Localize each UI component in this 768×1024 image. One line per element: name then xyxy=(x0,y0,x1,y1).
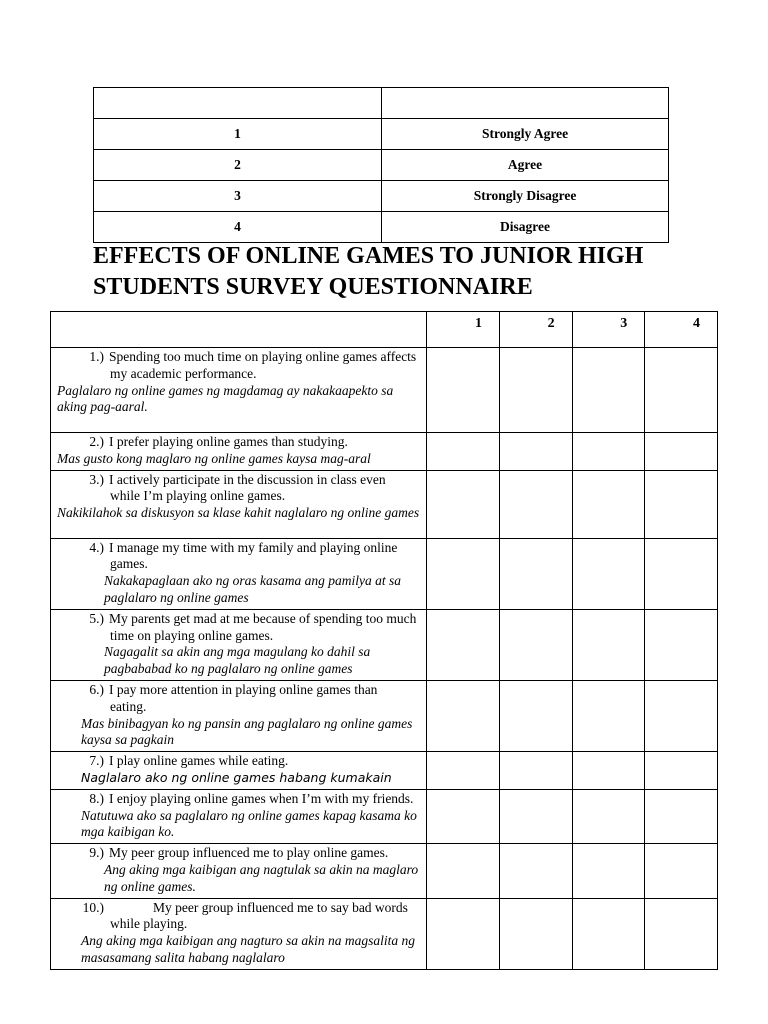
item-number: 10.) xyxy=(82,899,104,915)
question-english: I play online games while eating. xyxy=(109,753,289,769)
legend-number: 3 xyxy=(94,181,382,212)
rating-cell-1[interactable] xyxy=(427,348,500,433)
survey-row xyxy=(51,538,718,609)
rating-cell-4[interactable] xyxy=(645,898,718,969)
question-tagalog: Mas binibagyan ko ng pansin ang paglalaro ng online games kaysa sa pagkain xyxy=(81,715,413,748)
legend-label: Agree xyxy=(382,150,669,181)
rating-cell-1[interactable] xyxy=(427,898,500,969)
item-number: 4.) xyxy=(89,539,104,555)
rating-cell-1[interactable] xyxy=(427,470,500,538)
survey-question xyxy=(51,898,427,969)
question-tagalog: Ang aking mga kaibigan ang nagturo sa akin na magsalita ng masasamang salita habang naglalaro xyxy=(81,933,415,965)
question-english: I enjoy playing online games when I’m with my friends. xyxy=(109,790,414,806)
survey-question xyxy=(51,789,427,843)
legend-label: Disagree xyxy=(382,212,669,243)
survey-question xyxy=(51,752,427,790)
rating-cell-4[interactable] xyxy=(645,609,718,680)
survey-question xyxy=(51,348,427,433)
legend-number xyxy=(94,88,382,119)
survey-header-row xyxy=(51,312,718,348)
survey-question xyxy=(51,433,427,471)
scale-header-1: 1 xyxy=(427,312,500,348)
rating-cell-4[interactable] xyxy=(645,433,718,471)
question-tagalog: Paglalaro ng online games ng magdamag ay nakakaapekto sa aking pag-aaral. xyxy=(57,382,394,415)
rating-cell-4[interactable] xyxy=(645,789,718,843)
rating-cell-4[interactable] xyxy=(645,348,718,433)
question-english: I manage my time with my family and playing online xyxy=(109,539,398,555)
scale-header-3: 3 xyxy=(572,312,645,348)
item-number: 9.) xyxy=(89,845,104,861)
survey-question xyxy=(51,609,427,680)
item-number: 8.) xyxy=(89,790,104,806)
question-tagalog: Naglalaro ako ng online games habang kumakain xyxy=(81,769,392,785)
question-header xyxy=(51,312,427,348)
rating-cell-4[interactable] xyxy=(645,844,718,898)
rating-cell-3[interactable] xyxy=(572,433,645,471)
item-number: 1.) xyxy=(89,349,104,364)
rating-cell-2[interactable] xyxy=(499,538,572,609)
question-english-cont: time on playing online games. xyxy=(110,627,274,643)
rating-cell-4[interactable] xyxy=(645,680,718,751)
rating-cell-3[interactable] xyxy=(572,609,645,680)
item-number: 3.) xyxy=(89,471,104,487)
rating-cell-2[interactable] xyxy=(499,752,572,790)
item-number: 5.) xyxy=(89,610,104,626)
survey-question xyxy=(51,470,427,538)
survey-row xyxy=(51,844,718,898)
rating-cell-2[interactable] xyxy=(499,433,572,471)
rating-cell-3[interactable] xyxy=(572,538,645,609)
rating-cell-2[interactable] xyxy=(499,680,572,751)
rating-cell-1[interactable] xyxy=(427,844,500,898)
scale-header-4: 4 xyxy=(645,312,718,348)
question-tagalog: Mas gusto kong maglaro ng online games kaysa mag-aral xyxy=(57,450,371,466)
rating-cell-1[interactable] xyxy=(427,433,500,471)
legend-number: 4 xyxy=(94,212,382,243)
page-title: EFFECTS OF ONLINE GAMES TO JUNIOR HIGH STUDENTS SURVEY QUESTIONNAIRE xyxy=(93,243,644,300)
legend-row xyxy=(94,88,669,119)
rating-cell-4[interactable] xyxy=(645,752,718,790)
question-english: I prefer playing online games than studying. xyxy=(109,434,348,449)
question-tagalog: Nakikilahok sa diskusyon sa klase kahit naglalaro ng online games xyxy=(57,505,420,521)
legend-label: Strongly Agree xyxy=(382,119,669,150)
rating-cell-3[interactable] xyxy=(572,752,645,790)
survey-row xyxy=(51,470,718,538)
survey-question xyxy=(51,844,427,898)
survey-table xyxy=(50,311,718,970)
question-tagalog: Ang aking mga kaibigan ang nagtulak sa akin na maglaro ng online games. xyxy=(104,861,419,894)
survey-row xyxy=(51,348,718,433)
question-english: I pay more attention in playing online games than xyxy=(109,681,378,697)
rating-cell-4[interactable] xyxy=(645,470,718,538)
legend-number: 1 xyxy=(94,119,382,150)
rating-cell-2[interactable] xyxy=(499,470,572,538)
survey-row xyxy=(51,898,718,969)
rating-cell-2[interactable] xyxy=(499,898,572,969)
survey-row xyxy=(51,680,718,751)
survey-row xyxy=(51,609,718,680)
rating-cell-4[interactable] xyxy=(645,538,718,609)
item-number: 7.) xyxy=(89,753,104,769)
rating-cell-1[interactable] xyxy=(427,609,500,680)
rating-cell-1[interactable] xyxy=(427,538,500,609)
question-english-cont: while playing. xyxy=(110,916,188,932)
question-english-cont: while I’m playing online games. xyxy=(110,488,286,504)
question-english: I actively participate in the discussion in class even xyxy=(109,471,386,487)
legend-row xyxy=(94,212,669,243)
question-english-cont: games. xyxy=(110,556,148,572)
question-english: My peer group influenced me to play online games. xyxy=(109,845,389,861)
rating-cell-3[interactable] xyxy=(572,348,645,433)
question-english-cont: eating. xyxy=(110,698,147,714)
question-english-cont: my academic performance. xyxy=(110,365,257,381)
question-tagalog: Nakakapaglaan ako ng oras kasama ang pamilya at sa paglalaro ng online games xyxy=(104,573,401,605)
question-english: My parents get mad at me because of spending too much xyxy=(109,610,417,626)
item-number: 2.) xyxy=(89,434,104,449)
legend-label: Strongly Disagree xyxy=(382,181,669,212)
survey-question xyxy=(51,680,427,751)
rating-cell-2[interactable] xyxy=(499,789,572,843)
survey-row xyxy=(51,752,718,790)
survey-question xyxy=(51,538,427,609)
rating-cell-2[interactable] xyxy=(499,844,572,898)
legend-row xyxy=(94,181,669,212)
legend-label xyxy=(382,88,669,119)
legend-row xyxy=(94,119,669,150)
legend-row xyxy=(94,150,669,181)
legend-number: 2 xyxy=(94,150,382,181)
question-tagalog: Nagagalit sa akin ang mga magulang ko dahil sa pagbababad ko ng paglalaro ng online games xyxy=(104,644,371,677)
rating-cell-1[interactable] xyxy=(427,680,500,751)
rating-cell-2[interactable] xyxy=(499,348,572,433)
item-number: 6.) xyxy=(89,681,104,697)
rating-cell-1[interactable] xyxy=(427,789,500,843)
question-english: Spending too much time on playing online games affects xyxy=(109,349,417,364)
question-tagalog: Natutuwa ako sa paglalaro ng online games kapag kasama ko mga kaibigan ko. xyxy=(81,807,417,840)
rating-cell-1[interactable] xyxy=(427,752,500,790)
rating-cell-3[interactable] xyxy=(572,470,645,538)
rating-cell-3[interactable] xyxy=(572,844,645,898)
survey-row xyxy=(51,433,718,471)
scale-header-2: 2 xyxy=(499,312,572,348)
rating-cell-2[interactable] xyxy=(499,609,572,680)
rating-legend-table xyxy=(93,87,669,243)
question-english: My peer group influenced me to say bad words xyxy=(153,899,408,915)
survey-row xyxy=(51,789,718,843)
rating-cell-3[interactable] xyxy=(572,680,645,751)
rating-cell-3[interactable] xyxy=(572,789,645,843)
rating-cell-3[interactable] xyxy=(572,898,645,969)
